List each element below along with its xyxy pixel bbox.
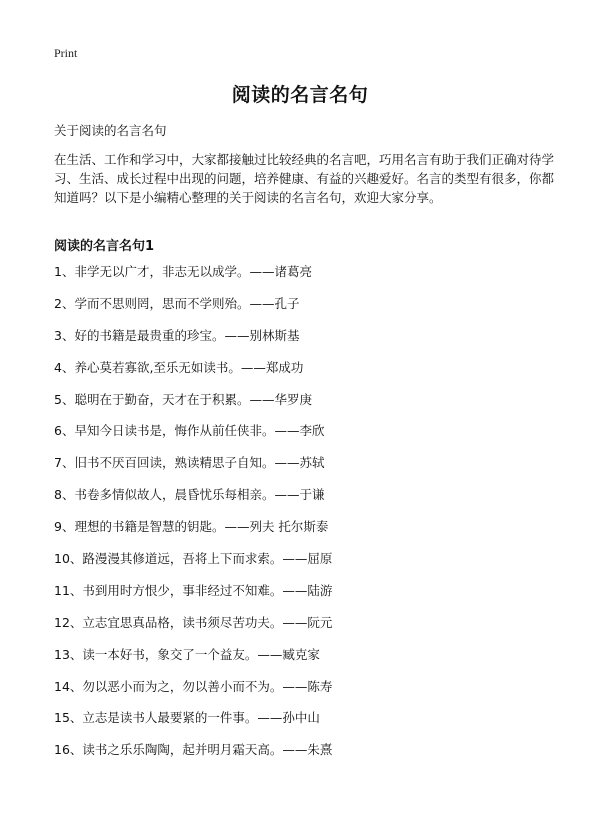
quote-item: 10、路漫漫其修道远，吾将上下而求索。——屈原 [54,551,333,567]
article-subtitle: 关于阅读的名言名句 [54,123,167,138]
quote-item: 9、理想的书籍是智慧的钥匙。——列夫 托尔斯泰 [54,519,329,535]
intro-paragraph: 在生活、工作和学习中，大家都接触过比较经典的名言吧，巧用名言有助于我们正确对待学习、生活、成长过程中出现的问题，培养健康、有益的兴趣爱好。名言的类型有很多，你都知道吗？以下是小编精心整理的关于阅读的名言名句，欢迎大家分享。 [54,152,555,205]
section-heading: 阅读的名言名句1 [54,239,155,254]
quote-item: 6、早知今日读书是，悔作从前任侠非。——李欣 [54,423,325,439]
quote-item: 12、立志宜思真品格，读书须尽苦功夫。——阮元 [54,614,333,630]
quote-item: 4、养心莫若寡欲,至乐无如读书。——郑成功 [54,359,304,375]
print-link[interactable]: Print [54,46,78,60]
quote-item: 2、学而不思则罔，思而不学则殆。——孔子 [54,295,300,311]
quote-item: 16、读书之乐乐陶陶，起并明月霜天高。——朱熹 [54,742,333,758]
quote-item: 15、立志是读书人最要紧的一件事。——孙中山 [54,710,320,726]
quote-item: 1、非学无以广才，非志无以成学。——诸葛亮 [54,264,312,279]
quote-item: 7、旧书不厌百回读，熟读精思子自知。——苏轼 [54,455,325,471]
quote-item: 13、读一本好书，象交了一个益友。——臧克家 [54,646,320,662]
page-title: 阅读的名言名句 [231,84,369,106]
quote-item: 8、书卷多情似故人，晨昏忧乐每相亲。——于谦 [54,487,325,503]
quote-item: 14、勿以恶小而为之，勿以善小而不为。——陈寿 [54,678,333,694]
quote-item: 3、好的书籍是最贵重的珍宝。——别林斯基 [54,327,300,343]
quote-item: 11、书到用时方恨少，事非经过不知难。——陆游 [54,582,333,598]
quote-item: 5、聪明在于勤奋，天才在于积累。——华罗庚 [54,391,312,407]
quote-list [54,264,332,774]
